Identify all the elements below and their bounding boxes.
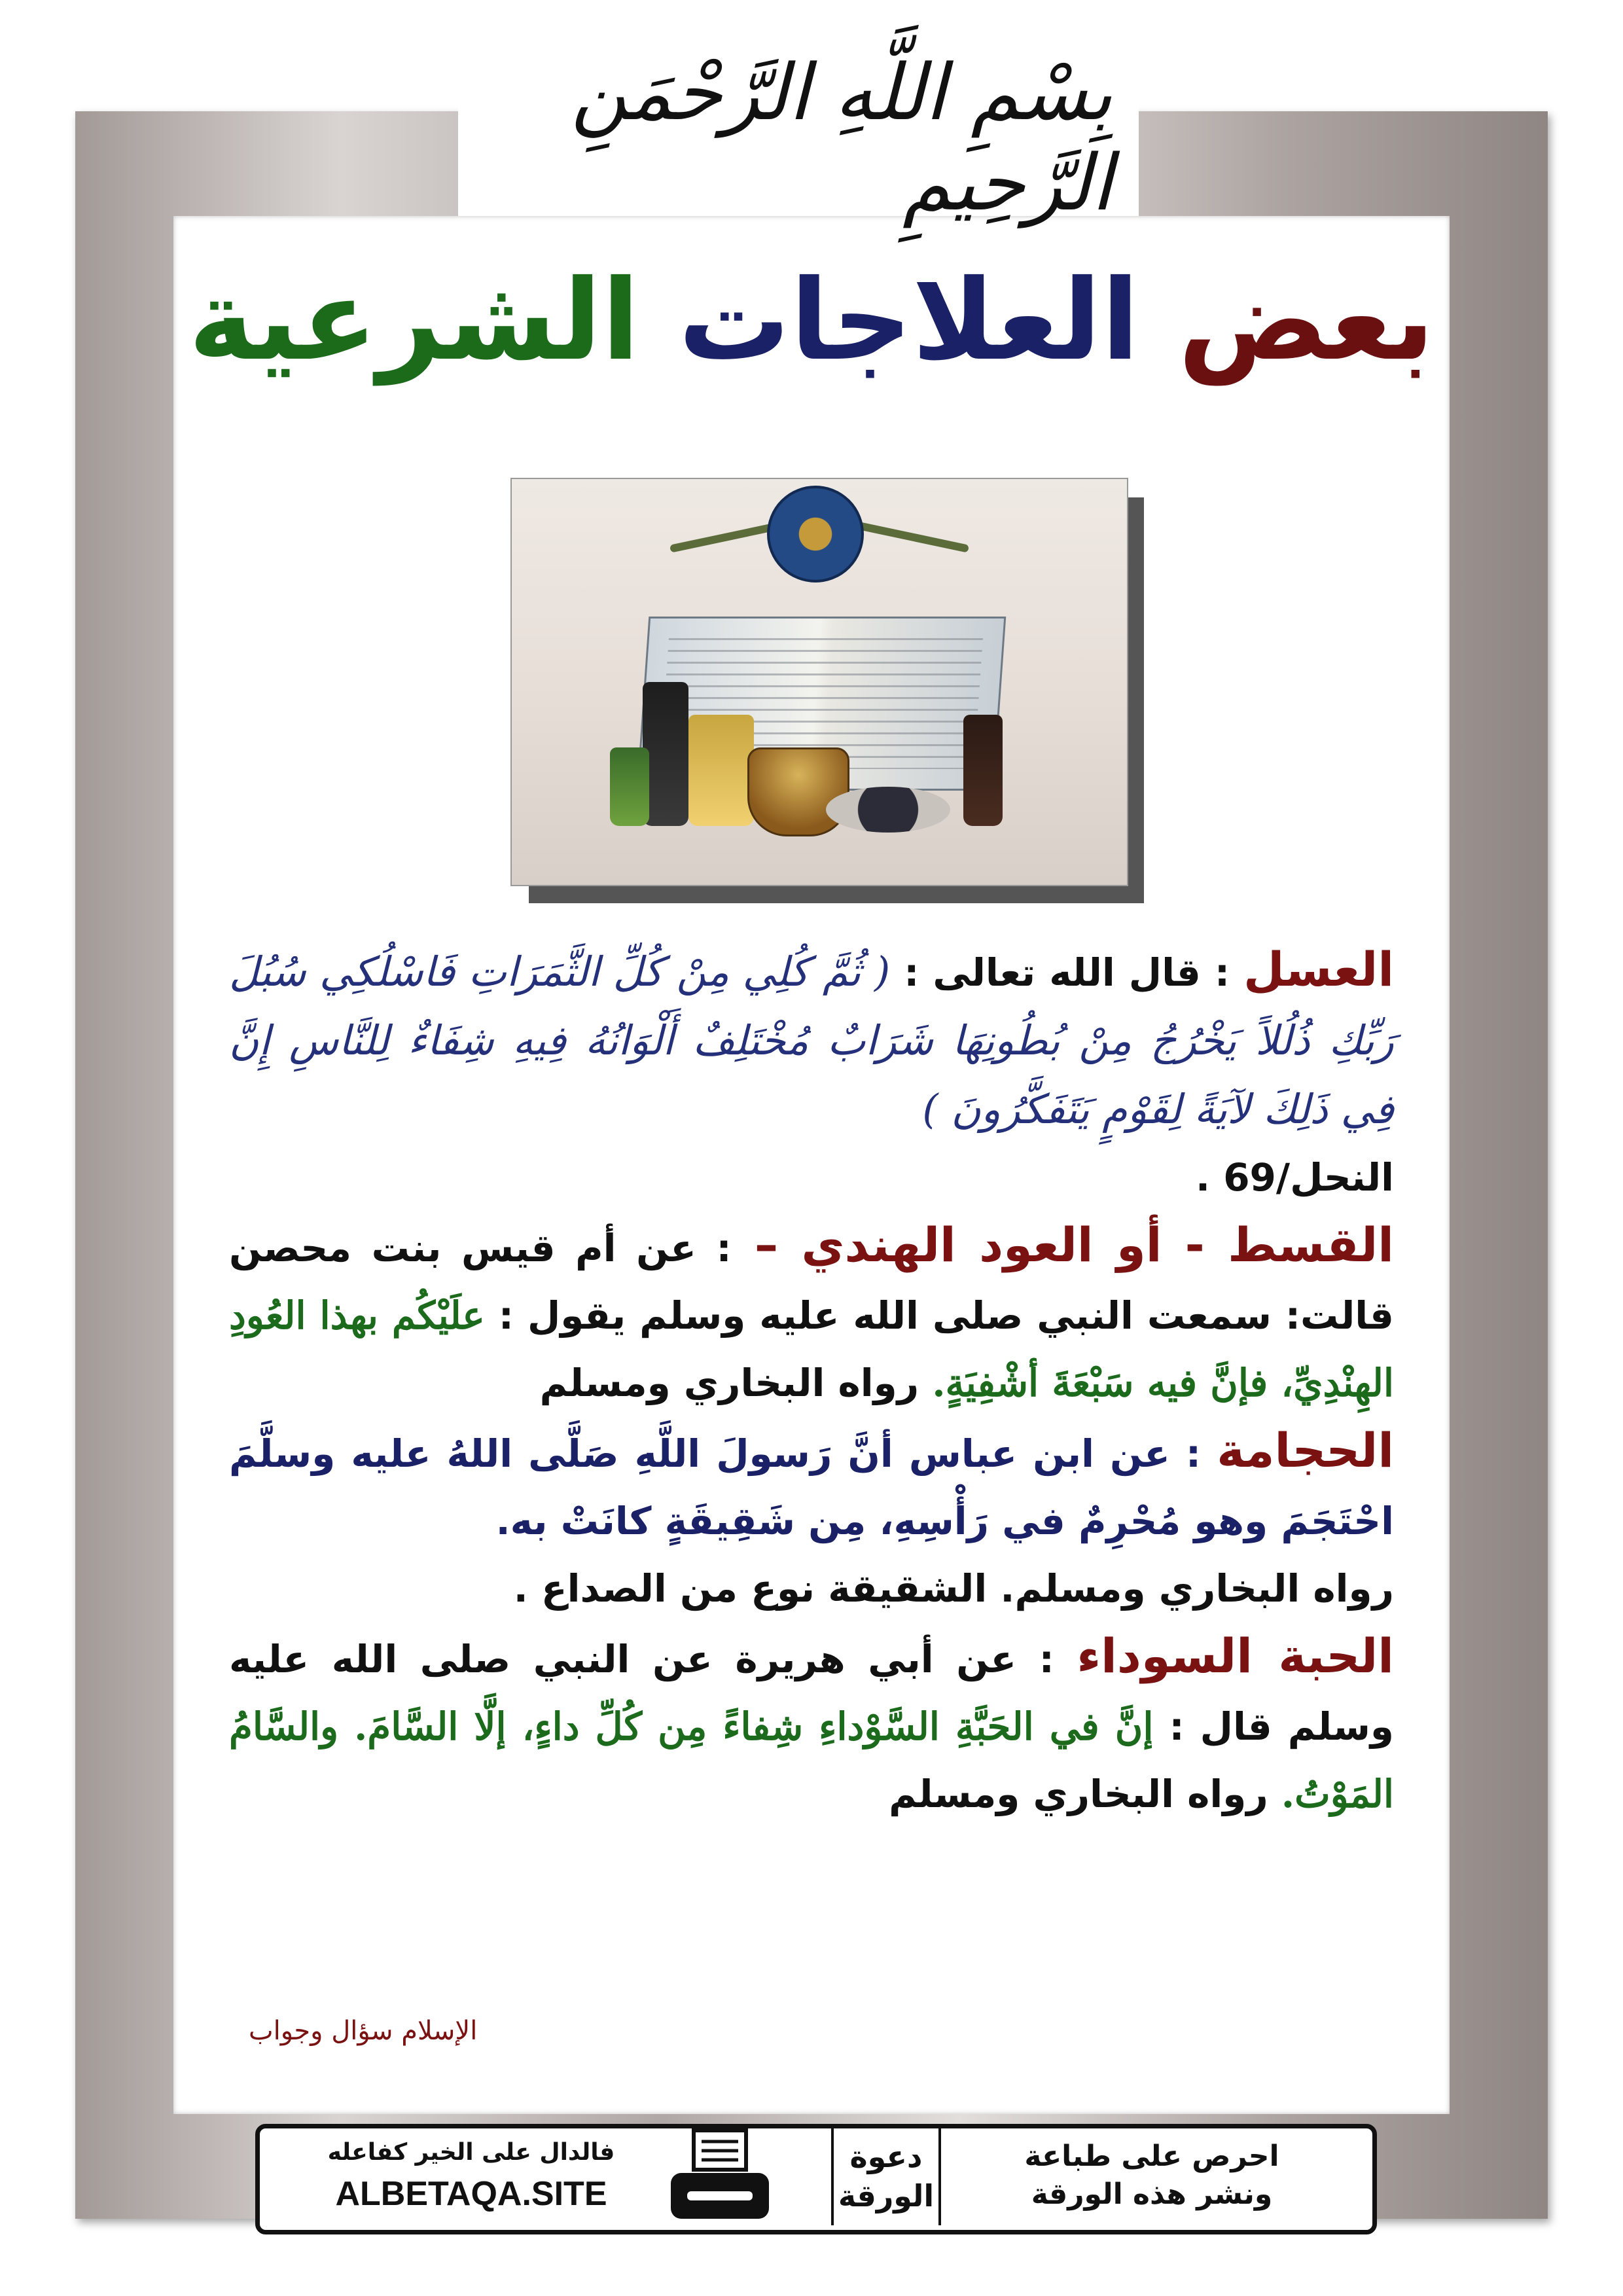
honey-reference: النحل/69 . bbox=[1195, 1155, 1394, 1200]
dawa-paper-logo bbox=[831, 2127, 941, 2225]
source-credit: الإسلام سؤال وجواب bbox=[249, 2016, 478, 2046]
title-part-1: بعض bbox=[1178, 256, 1435, 386]
remedies-text bbox=[229, 936, 1394, 1828]
black-seed-reference: رواه البخاري ومسلم bbox=[889, 1772, 1281, 1816]
section-honey bbox=[229, 936, 1394, 1211]
printer-icon bbox=[661, 2127, 779, 2225]
section-black-seed bbox=[229, 1623, 1394, 1828]
section-cupping bbox=[229, 1417, 1394, 1623]
cupping-note: رواه البخاري ومسلم. الشقيقة نوع من الصداع . bbox=[513, 1566, 1394, 1611]
honey-verse: ( ثُمَّ كُلِي مِنْ كُلِّ الثَّمَرَاتِ فَاسْلُكِي سُبُلَ رَبِّكِ ذُلُلاً يَخْرُجُ مِنْ بُطُونِهَا شَرَابٌ مُخْتَلِفٌ أَلْوَانُهُ فِيهِ شِفَاءٌ لِلنَّاسِ إِنَّ فِي ذَلِكَ لآيَةً لِقَوْمٍ يَتَفَكَّرُونَ ) bbox=[229, 948, 1394, 1133]
page-title bbox=[173, 249, 1450, 393]
black-seed-hadith: إنَّ في الحَبَّةِ السَّوْداءِ شِفاءً مِن كُلِّ داءٍ، إلَّا السَّامَ. والسَّامُ المَوْتُ. bbox=[229, 1704, 1394, 1816]
footer-motto: فالدال على الخير كفاعله bbox=[327, 2139, 615, 2166]
footer-print-note bbox=[982, 2138, 1322, 2214]
bottle-green bbox=[610, 747, 649, 826]
bismillah-calligraphy: بِسْمِ اللَّهِ الرَّحْمَنِ الرَّحِيمِ bbox=[571, 47, 1113, 228]
heading-costus: القسط - أو العود الهندي – bbox=[731, 1217, 1394, 1272]
honey-jar bbox=[688, 715, 754, 826]
print-note-line-1: احرص على طباعة bbox=[1024, 2140, 1279, 2173]
print-note-line-2: ونشر هذه الورقة bbox=[1031, 2178, 1273, 2211]
black-seed-intro: : عن أبي هريرة عن النبي صلى الله عليه وسلم قال : bbox=[229, 1637, 1394, 1749]
title-part-2: العلاجات bbox=[678, 256, 1140, 386]
heading-honey: العسل bbox=[1243, 942, 1395, 997]
heading-cupping: الحجامة bbox=[1217, 1423, 1394, 1478]
costus-intro: : عن أم قيس بنت محصن قالت: سمعت النبي صلى الله عليه وسلم يقول : bbox=[229, 1226, 1394, 1338]
footer-site-link[interactable]: ALBETAQA.SITE bbox=[335, 2175, 607, 2213]
section-costus bbox=[229, 1211, 1394, 1417]
dates-plate bbox=[826, 787, 950, 833]
honey-intro: : قال الله تعالى : bbox=[890, 950, 1244, 995]
logo-line-2: الورقة bbox=[838, 2178, 935, 2214]
costus-reference: رواه البخاري ومسلم bbox=[539, 1361, 933, 1405]
logo-line-1: دعوة bbox=[849, 2139, 923, 2174]
oil-bottle bbox=[963, 715, 1003, 826]
honey-bowl bbox=[747, 747, 849, 836]
costus-hadith: علَيْكُم بهذا العُودِ الهِنْدِيِّ، فإنَّ فيه سَبْعَةَ أشْفِيَةٍ. bbox=[229, 1293, 1394, 1405]
mosque-emblem bbox=[767, 486, 864, 583]
cupping-text: : عن ابن عباس أنَّ رَسولَ اللَّهِ صَلَّى اللهُ عليه وسلَّمَ احْتَجَمَ وهو مُحْرِمٌ في رَأْسِهِ، مِن شَقِيقَةٍ كانَتْ به. bbox=[229, 1431, 1394, 1543]
remedies-photo bbox=[510, 478, 1128, 886]
bottle-dark bbox=[643, 682, 688, 826]
heading-black-seed: الحبة السوداء bbox=[1077, 1628, 1394, 1683]
title-part-3: الشرعية bbox=[188, 256, 640, 386]
